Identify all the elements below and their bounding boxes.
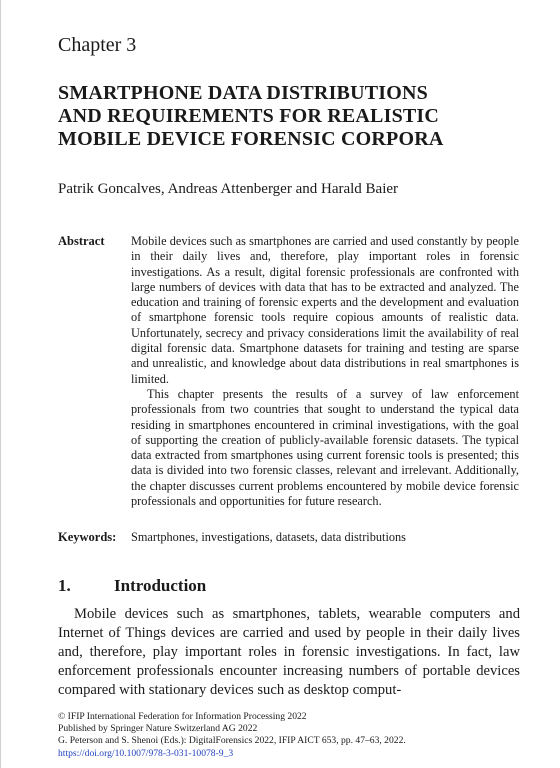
keywords-text: Smartphones, investigations, datasets, data distributions xyxy=(131,530,406,544)
authors: Patrik Goncalves, Andreas Attenberger and Harald Baier xyxy=(58,181,399,197)
title-line: AND REQUIREMENTS FOR REALISTIC xyxy=(58,105,440,127)
abstract-paragraph: This chapter presents the results of a survey of law enforcement professionals from two countries that sought to understand the typical data residing in smartphones encountered in criminal investigations, with the goal of supporting the creation of publicly-available forensic datasets. The typical data extracted from smartphones using current forensic tools is presented; this data is divided into two forensic classes, relevant and irrelevant. Additionally, the chapter discusses current problems encountered by mobile device forensic professionals and opportunities for future research. xyxy=(131,386,519,509)
page-edge-rule xyxy=(0,0,1,768)
title-line: MOBILE DEVICE FORENSIC CORPORA xyxy=(58,128,444,150)
footer xyxy=(58,711,528,760)
keywords-label: Keywords: xyxy=(58,530,117,544)
paper-title xyxy=(58,82,528,151)
section-body: Mobile devices such as smartphones, tablets, wearable computers and Internet of Things devices are carried and used by people in their daily lives and, therefore, play important roles in forensic investigations. In fact, law enforcement professionals encounter increasing numbers of portable devices compared with stationary devices such as desktop comput- xyxy=(58,606,520,698)
section-title: Introduction xyxy=(114,576,207,595)
footer-copyright: © IFIP International Federation for Information Processing 2022 xyxy=(58,711,307,722)
chapter-label: Chapter 3 xyxy=(58,34,137,56)
abstract-label: Abstract xyxy=(58,234,105,248)
abstract-paragraph: Mobile devices such as smartphones are carried and used constantly by people in their daily lives and, therefore, play important roles in forensic investigations. As a result, digital forensic professionals are confronted with large numbers of devices with data that has to be extracted and analyzed. The education and training of forensic experts and the development and evaluation of smartphone forensic tools require copious amounts of realistic data. Unfortunately, secrecy and privacy considerations limit the availability of real digital forensic data. Smartphone datasets for training and testing are sparse and unrealistic, and knowledge about data distributions in real smartphones is limited. xyxy=(131,234,519,386)
abstract-body xyxy=(131,234,519,509)
section-number: 1. xyxy=(58,576,71,595)
title-line: SMARTPHONE DATA DISTRIBUTIONS xyxy=(58,82,428,104)
doi-link[interactable]: https://doi.org/10.1007/978-3-031-10078-9_3 xyxy=(58,747,234,759)
footer-citation: G. Peterson and S. Shenoi (Eds.): DigitalForensics 2022, IFIP AICT 653, pp. 47–63, 2022. xyxy=(58,735,406,747)
footer-publisher: Published by Springer Nature Switzerland AG 2022 xyxy=(58,723,258,735)
